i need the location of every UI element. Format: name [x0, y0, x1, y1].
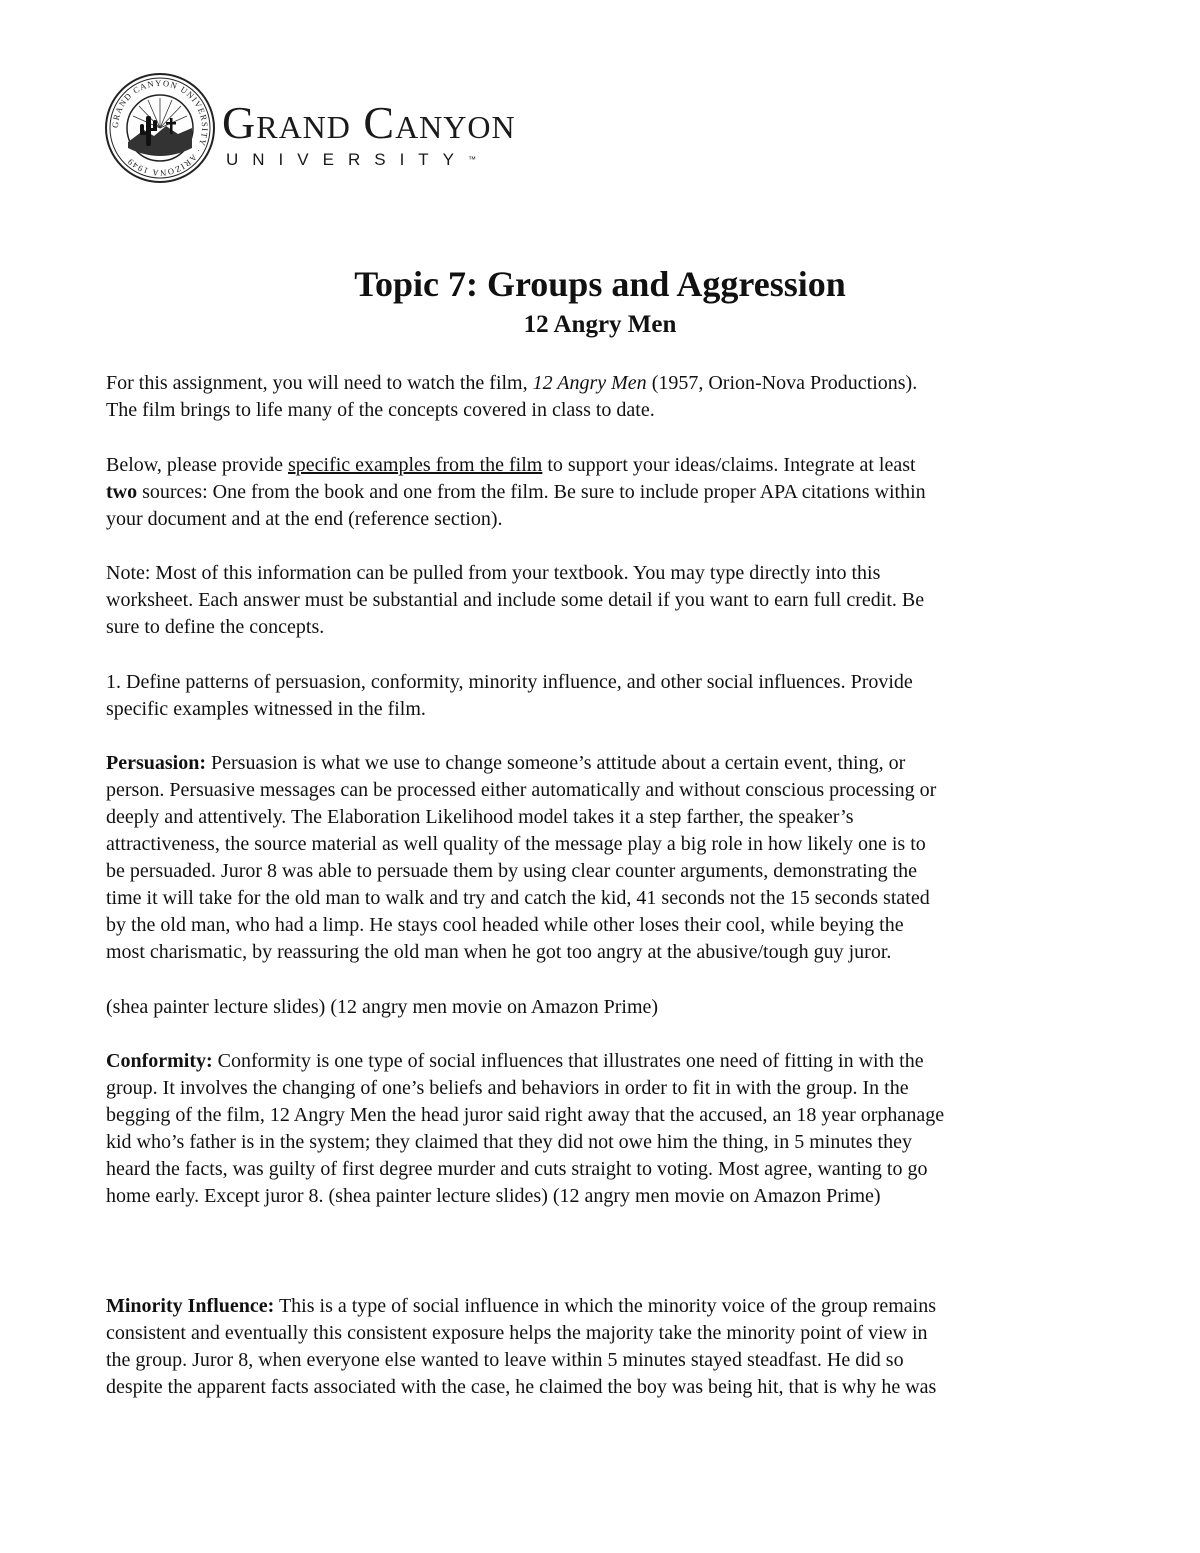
university-logo	[104, 72, 584, 184]
wordmark-line2: UNIVERSITY™	[226, 150, 477, 169]
conformity-label: Conformity:	[106, 1050, 213, 1072]
film-title: 12 Angry Men	[532, 372, 647, 394]
seal-text: GRAND CANYON UNIVERSITY · ARIZONA 1949	[109, 77, 211, 179]
note-paragraph: Note: Most of this information can be pulled from your textbook. You may type directly into this worksheet. Each answer must be substantial and include some detail if you want to earn full credit. Be sure to define the concepts.	[106, 562, 925, 638]
page-subtitle: 12 Angry Men	[523, 311, 677, 338]
minority-influence-section: Minority Influence: This is a type of social influence in which the minority voice of the group remains consistent and eventually this consistent exposure helps the majority take the minority point of view in the group. Juror 8, when everyone else wanted to leave within 5 minutes stayed steadfast. He did so despite the apparent facts associated with the case, he claimed the boy was being hit, that is why he was	[106, 1295, 937, 1398]
page-title: Topic 7: Groups and Aggression	[354, 264, 846, 304]
persuasion-citation: (shea painter lecture slides) (12 angry men movie on Amazon Prime)	[106, 996, 659, 1018]
persuasion-section: Persuasion: Persuasion is what we use to change someone’s attitude about a certain event, thing, or person. Persuasive messages can be processed either automatically and without conscious processing or deeply and attentively. The Elaboration Likelihood model takes it a step farther, the speaker’s attractiveness, the source material as well quality of the message play a big role in how likely one is to be persuaded. Juror 8 was able to persuade them by using clear counter arguments, demonstrating the time it will take for the old man to walk and try and catch the kid, 41 seconds not the 15 seconds stated by the old man, who had a limp. He stays cool headed while other loses their cool, while beying the most charismatic, by reassuring the old man when he got too angry at the abusive/tough guy juror.	[106, 752, 937, 963]
wordmark-line1: Grand Canyon	[222, 97, 516, 148]
conformity-section: Conformity: Conformity is one type of social influences that illustrates one need of fitting in with the group. It involves the changing of one’s beliefs and behaviors in order to fit in with the group. In the begging of the film, 12 Angry Men the head juror said right away that the accused, an 18 year orphanage kid who’s father is in the system; they claimed that they did not owe him the thing, in 5 minutes they heard the facts, was guilty of first degree murder and cuts straight to voting. Most agree, wanting to go home early. Except juror 8. (shea painter lecture slides) (12 angry men movie on Amazon Prime)	[106, 1050, 945, 1207]
minority-influence-label: Minority Influence:	[106, 1295, 275, 1317]
underlined-phrase: specific examples from the film	[287, 454, 543, 476]
university-wordmark	[222, 97, 516, 170]
question-1: 1. Define patterns of persuasion, conformity, minority influence, and other social influences. Provide specific examples witnessed in the film.	[106, 671, 913, 720]
intro-paragraph: For this assignment, you will need to watch the film, 12 Angry Men (1957, Orion-Nova Productions). The film brings to life many of the concepts covered in class to date.	[106, 372, 918, 421]
instructions-paragraph: Below, please provide specific examples from the film to support your ideas/claims. Integrate at least two sources: One from the book and one from the film. Be sure to include proper APA citations within your document and at the end (reference section).	[106, 454, 926, 530]
university-seal-icon	[104, 72, 216, 184]
trademark-symbol: ™	[468, 155, 477, 164]
persuasion-label: Persuasion:	[106, 752, 206, 774]
